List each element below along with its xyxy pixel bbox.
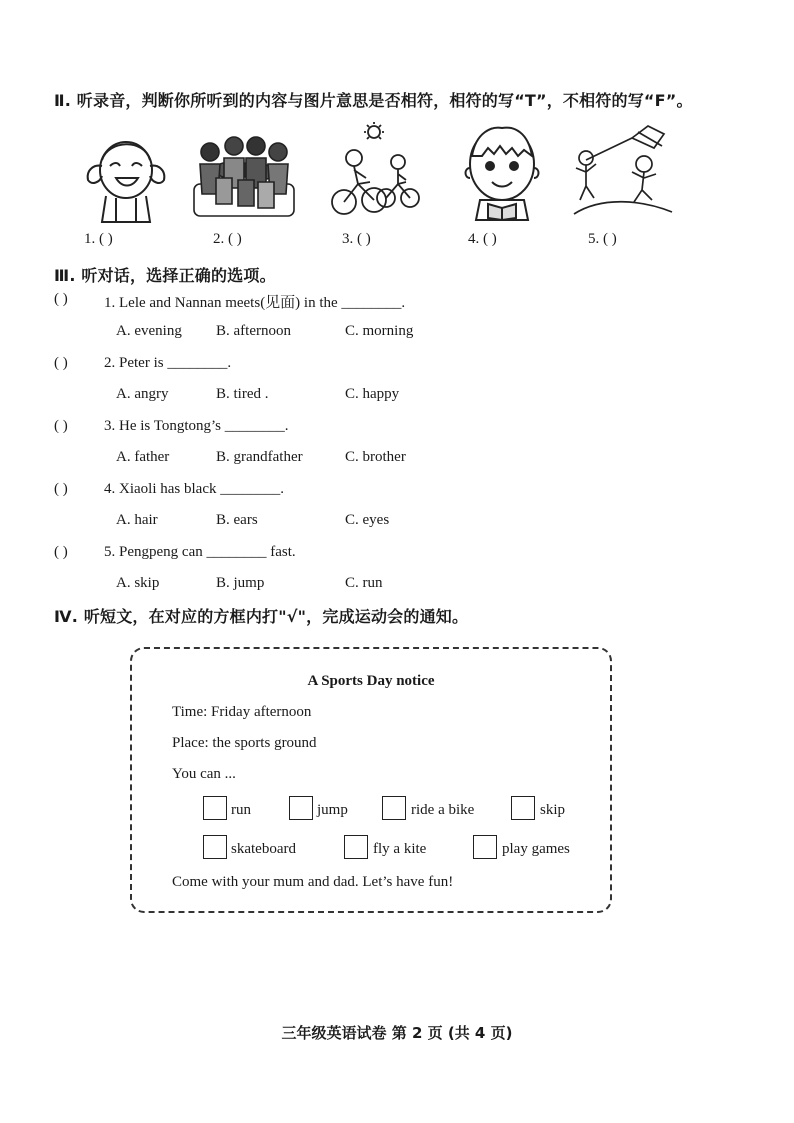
question-1-option-b[interactable]: B. afternoon — [216, 323, 291, 339]
checkbox-run[interactable] — [203, 796, 227, 820]
section-3-heading: Ⅲ. 听对话，选择正确的选项。 — [54, 266, 276, 285]
option-run-label: run — [231, 802, 251, 818]
question-3-blank[interactable]: ( ) — [54, 418, 68, 434]
question-2-option-a[interactable]: A. angry — [116, 386, 169, 402]
checkbox-play-games[interactable] — [473, 835, 497, 859]
picture-answer-2[interactable]: 2. ( ) — [213, 231, 242, 247]
notice-time: Time: Friday afternoon — [172, 704, 312, 720]
picture-answer-4[interactable]: 4. ( ) — [468, 231, 497, 247]
checkbox-skateboard[interactable] — [203, 835, 227, 859]
checkbox-ride-a-bike[interactable] — [382, 796, 406, 820]
option-skip-label: skip — [540, 802, 566, 818]
family-icon — [188, 124, 300, 224]
notice-closing: Come with your mum and dad. Let’s have fun! — [172, 874, 454, 890]
section-4-heading: Ⅳ. 听短文，在对应的方框内打"√"，完成运动会的通知。 — [54, 607, 469, 626]
question-5-blank[interactable]: ( ) — [54, 544, 68, 560]
question-5-option-b[interactable]: B. jump — [216, 575, 265, 591]
option-ride-a-bike-label: ride a bike — [411, 802, 475, 818]
question-2-option-b[interactable]: B. tired . — [216, 386, 269, 402]
picture-answer-5[interactable]: 5. ( ) — [588, 231, 617, 247]
question-1-text: 1. Lele and Nannan meets(见面) in the ________. — [104, 295, 406, 311]
kite-icon — [572, 124, 674, 220]
question-5-option-a[interactable]: A. skip — [116, 575, 160, 591]
option-fly-a-kite-label: fly a kite — [373, 841, 427, 857]
question-1-blank[interactable]: ( ) — [54, 291, 68, 307]
question-3-text: 3. He is Tongtong’s ________. — [104, 418, 289, 434]
question-1-option-a[interactable]: A. evening — [116, 323, 182, 339]
option-play-games-label: play games — [502, 841, 570, 857]
checkbox-skip[interactable] — [511, 796, 535, 820]
notice-place: Place: the sports ground — [172, 735, 317, 751]
question-2-option-c[interactable]: C. happy — [345, 386, 400, 402]
question-5-text: 5. Pengpeng can ________ fast. — [104, 544, 296, 560]
section-2-heading: Ⅱ. 听录音，判断你所听到的内容与图片意思是否相符，相符的写“T”，不相符的写“F”。 — [54, 91, 693, 110]
question-4-option-c[interactable]: C. eyes — [345, 512, 390, 528]
option-jump-label: jump — [317, 802, 348, 818]
question-4-option-a[interactable]: A. hair — [116, 512, 158, 528]
question-1-option-c[interactable]: C. morning — [345, 323, 414, 339]
checkbox-jump[interactable] — [289, 796, 313, 820]
notice-you-can: You can ... — [172, 766, 236, 782]
picture-answer-3[interactable]: 3. ( ) — [342, 231, 371, 247]
question-4-blank[interactable]: ( ) — [54, 481, 68, 497]
boy-reading-icon — [462, 120, 542, 224]
question-4-text: 4. Xiaoli has black ________. — [104, 481, 284, 497]
option-skateboard-label: skateboard — [231, 841, 296, 857]
picture-answer-1[interactable]: 1. ( ) — [84, 231, 113, 247]
question-3-option-a[interactable]: A. father — [116, 449, 170, 465]
question-2-text: 2. Peter is ________. — [104, 355, 232, 371]
bicycles-icon — [330, 122, 422, 222]
notice-title: A Sports Day notice — [307, 673, 435, 689]
question-5-option-c[interactable]: C. run — [345, 575, 383, 591]
question-3-option-b[interactable]: B. grandfather — [216, 449, 303, 465]
girl-icon — [80, 126, 172, 226]
checkbox-fly-a-kite[interactable] — [344, 835, 368, 859]
question-4-option-b[interactable]: B. ears — [216, 512, 258, 528]
question-2-blank[interactable]: ( ) — [54, 355, 68, 371]
page-footer: 三年级英语试卷 第 2 页 (共 4 页) — [281, 1024, 513, 1042]
question-3-option-c[interactable]: C. brother — [345, 449, 406, 465]
